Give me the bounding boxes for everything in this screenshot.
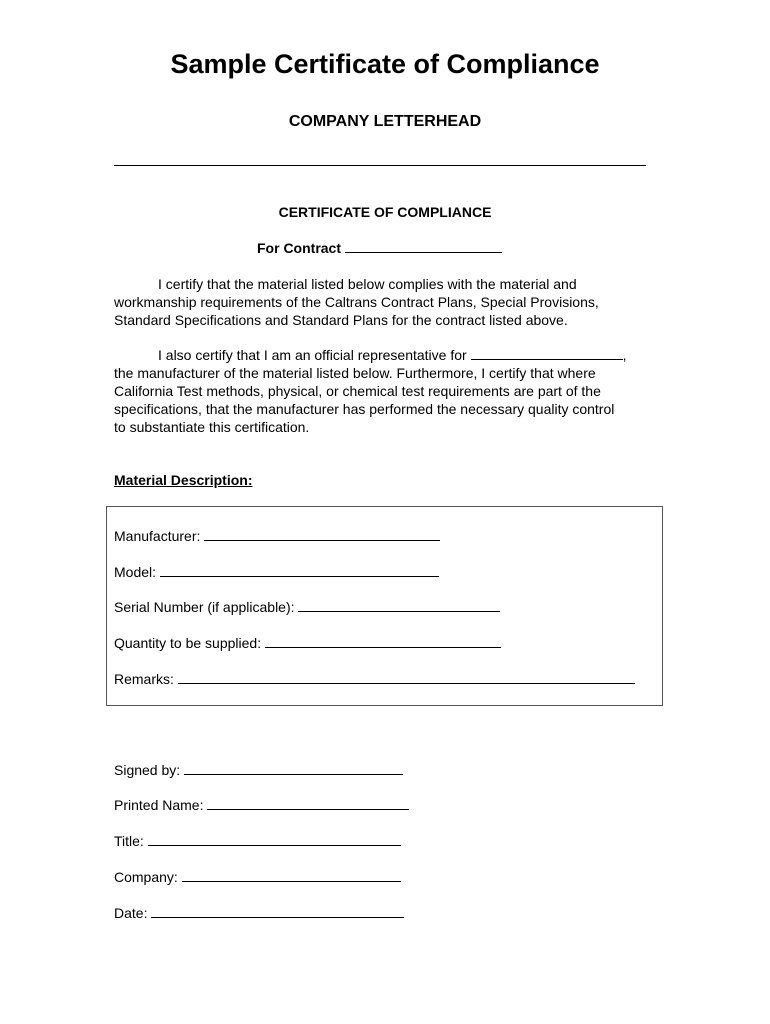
manufacturer-field bbox=[114, 527, 440, 545]
paragraph-line: to substantiate this certification. bbox=[114, 419, 310, 435]
printed-name-blank[interactable] bbox=[207, 796, 409, 810]
paragraph-line bbox=[114, 346, 674, 364]
paragraph-line: the manufacturer of the material listed below. Furthermore, I certify that where bbox=[114, 365, 596, 381]
representative-suffix: , bbox=[622, 347, 627, 363]
paragraph-line: workmanship requirements of the Caltrans Contract Plans, Special Provisions, bbox=[114, 294, 599, 310]
model-field bbox=[114, 563, 439, 581]
date-label: Date: bbox=[114, 905, 148, 921]
date-blank[interactable] bbox=[151, 904, 404, 918]
representative-paragraph bbox=[114, 346, 674, 436]
printed-name-label: Printed Name: bbox=[114, 797, 204, 813]
manufacturer-blank[interactable] bbox=[204, 527, 440, 541]
remarks-blank[interactable] bbox=[178, 670, 635, 684]
letterhead-divider bbox=[114, 165, 646, 166]
certificate-heading: CERTIFICATE OF COMPLIANCE bbox=[278, 204, 492, 220]
company-field bbox=[114, 868, 401, 886]
serial-number-blank[interactable] bbox=[298, 598, 500, 612]
document-title: Sample Certificate of Compliance bbox=[170, 49, 600, 79]
quantity-blank[interactable] bbox=[265, 634, 501, 648]
company-letterhead: COMPANY LETTERHEAD bbox=[288, 113, 482, 130]
paragraph-line: specifications, that the manufacturer has performed the necessary quality control bbox=[114, 401, 615, 417]
model-label: Model: bbox=[114, 564, 157, 580]
title-label: Title: bbox=[114, 833, 144, 849]
material-description-heading: Material Description: bbox=[114, 472, 253, 488]
title-blank[interactable] bbox=[148, 832, 401, 846]
model-blank[interactable] bbox=[160, 563, 439, 577]
signed-by-field bbox=[114, 761, 403, 779]
remarks-label: Remarks: bbox=[114, 671, 174, 687]
printed-name-field bbox=[114, 796, 409, 814]
serial-number-label: Serial Number (if applicable): bbox=[114, 599, 295, 615]
signed-by-label: Signed by: bbox=[114, 762, 181, 778]
serial-number-field bbox=[114, 598, 500, 616]
contract-field bbox=[257, 239, 502, 257]
certification-paragraph bbox=[114, 275, 674, 329]
remarks-field bbox=[114, 670, 635, 688]
date-field bbox=[114, 904, 404, 922]
paragraph-line: Standard Specifications and Standard Plans for the contract listed above. bbox=[114, 312, 568, 328]
quantity-label: Quantity to be supplied: bbox=[114, 635, 262, 651]
contract-blank[interactable] bbox=[345, 239, 502, 253]
company-label: Company: bbox=[114, 869, 178, 885]
representative-prefix: I also certify that I am an official representative for bbox=[158, 347, 467, 363]
representative-blank[interactable] bbox=[471, 346, 623, 360]
contract-label: For Contract bbox=[257, 240, 341, 256]
quantity-field bbox=[114, 634, 501, 652]
paragraph-line: I certify that the material listed below complies with the material and bbox=[158, 276, 577, 292]
signed-by-blank[interactable] bbox=[184, 761, 403, 775]
title-field bbox=[114, 832, 401, 850]
manufacturer-label: Manufacturer: bbox=[114, 528, 201, 544]
paragraph-line: California Test methods, physical, or chemical test requirements are part of the bbox=[114, 383, 601, 399]
company-blank[interactable] bbox=[182, 868, 401, 882]
